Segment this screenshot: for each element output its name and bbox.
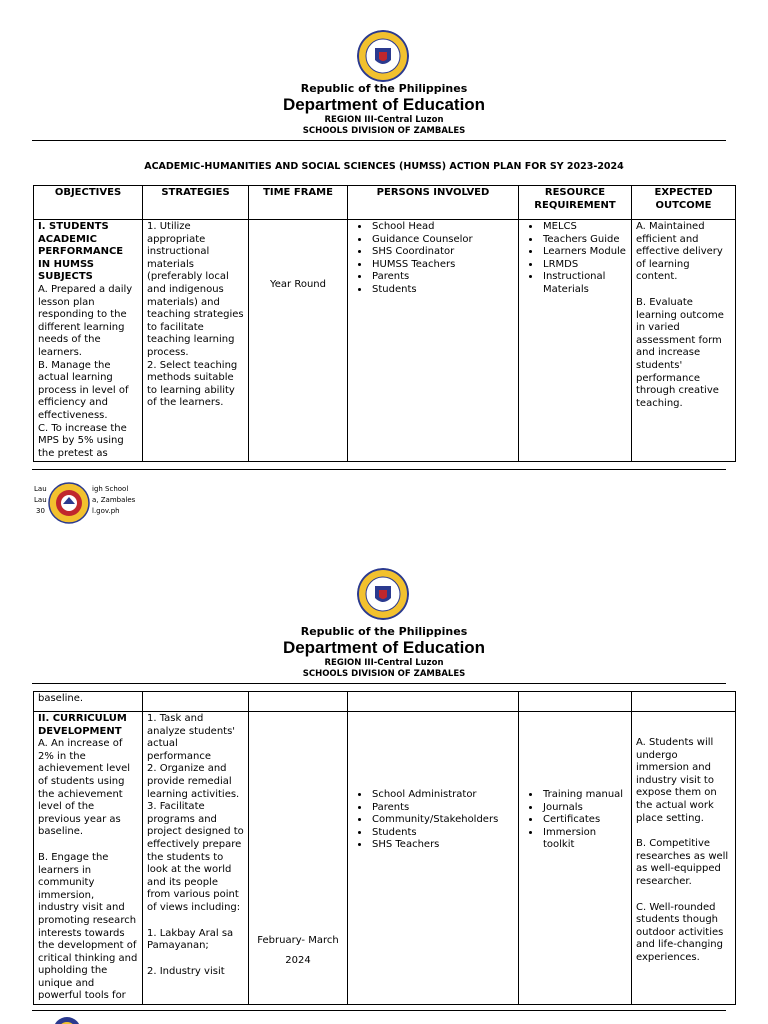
- list-item: • Guidance Counselor: [370, 234, 514, 247]
- outcome-cell: [632, 220, 736, 462]
- col-strategies: STRATEGIES: [143, 186, 249, 220]
- list-item: • Community/Stakeholders: [370, 814, 514, 827]
- deped-seal: [357, 568, 409, 620]
- objective-item: B. Manage the actual learning process in level of efficiency and effectiveness.: [38, 359, 129, 421]
- deped-seal: [357, 30, 409, 82]
- list-item: • Immersion toolkit: [541, 827, 627, 852]
- time-frame-text: [253, 931, 343, 971]
- persons-list: [352, 789, 514, 852]
- table-row: [34, 220, 736, 462]
- school-logo: [52, 1016, 82, 1024]
- header-divider: [32, 683, 726, 684]
- school-footer: [34, 482, 174, 522]
- section-heading: I. STUDENTS ACADEMIC PERFORMANCE IN HUMSS SUBJECTS: [38, 221, 124, 283]
- letterhead: [0, 82, 768, 137]
- list-item: • Instructional Materials: [541, 271, 627, 296]
- footer-text: l.gov.ph: [92, 507, 120, 515]
- list-item: • Teachers Guide: [541, 234, 627, 247]
- persons-list: [352, 221, 514, 297]
- footer-text: a, Zambales: [92, 496, 136, 504]
- plan-title: ACADEMIC-HUMANITIES AND SOCIAL SCIENCES (HUMSS) ACTION PLAN FOR SY 2023-2024: [144, 161, 624, 172]
- outcome-item: A. Students will undergo immersion and industry visit to expose them on the actual work place setting.: [636, 737, 717, 824]
- resources-list: [523, 789, 627, 852]
- action-plan-table: [33, 185, 736, 462]
- section-heading: II. CURRICULUM DEVELOPMENT: [38, 713, 127, 737]
- list-item: • Certificates: [541, 814, 627, 827]
- strategy-item: 2. Industry visit: [147, 965, 225, 977]
- list-item: • Students: [370, 827, 514, 840]
- list-item: • MELCS: [541, 221, 627, 234]
- table-row: [34, 692, 736, 712]
- outcome-item: C. Well-rounded students though outdoor activities and life-changing experiences.: [636, 901, 724, 963]
- strategies-cell: [143, 712, 249, 1005]
- list-item: • School Administrator: [370, 789, 514, 802]
- footer-text: igh School: [92, 485, 129, 493]
- time-frame-year: 2024: [285, 955, 311, 966]
- objectives-cell: [34, 712, 143, 1005]
- division-label: SCHOOLS DIVISION OF ZAMBALES: [302, 669, 466, 679]
- list-item: • Students: [370, 284, 514, 297]
- objective-item: B. Engage the learners in community immersion, industry visit and promoting research interests towards the development of critical thinking and upholding the unique and powerful tools for: [38, 851, 138, 1002]
- strategy-item: 1. Utilize appropriate instructional materials (preferably local and indigenous materials) and teaching strategies to facilitate teaching learning process.: [147, 221, 244, 358]
- objective-item: A. An increase of 2% in the achievement level of students using the achievement level of the previous year as baseline.: [38, 738, 131, 838]
- objective-item: C. To increase the MPS by 5% using the pretest as: [38, 422, 127, 459]
- list-item: • School Head: [370, 221, 514, 234]
- letterhead: [0, 625, 768, 680]
- region-label: REGION III-Central Luzon: [324, 115, 444, 125]
- republic-label: Republic of the Philippines: [300, 625, 468, 638]
- table-row: [34, 712, 736, 1005]
- department-title: Department of Education: [282, 638, 486, 657]
- time-frame-text: Year Round: [270, 279, 326, 290]
- footer-divider: [32, 469, 726, 470]
- list-item: • LRMDS: [541, 259, 627, 272]
- footer-divider: [32, 1010, 726, 1011]
- resources-cell: [519, 220, 632, 462]
- strategy-item: 3. Facilitate programs and project designed to effectively prepare the students to look at the world and its people from various point of views including:: [147, 801, 244, 913]
- list-item: • SHS Teachers: [370, 839, 514, 852]
- outcome-item: A. Maintained efficient and effective delivery of learning content.: [636, 221, 723, 283]
- list-item: • Learners Module: [541, 246, 627, 259]
- strategy-item: 2. Organize and provide remedial learning activities.: [147, 763, 240, 800]
- outcome-item: B. Evaluate learning outcome in varied assessment form and increase students' performance through creative teaching.: [636, 296, 724, 409]
- action-plan-table-continued: [33, 691, 736, 1005]
- col-time-frame: TIME FRAME: [249, 186, 348, 220]
- footer-text: Lau: [34, 485, 47, 493]
- footer-text: 30: [36, 507, 45, 515]
- region-label: REGION III-Central Luzon: [324, 658, 444, 668]
- list-item: • Training manual: [541, 789, 627, 802]
- outcome-item: B. Competitive researches as well as well-equipped researcher.: [636, 838, 729, 887]
- time-frame-months: February- March: [257, 935, 339, 946]
- strategy-item: 1. Task and analyze students' actual performance: [147, 713, 236, 762]
- list-item: • Parents: [370, 802, 514, 815]
- col-persons: PERSONS INVOLVED: [348, 186, 519, 220]
- division-label: SCHOOLS DIVISION OF ZAMBALES: [302, 126, 466, 136]
- outcome-cell: [632, 712, 736, 1005]
- strategy-item: 1. Lakbay Aral sa Pamayanan;: [147, 927, 234, 952]
- col-resources: RESOURCE REQUIREMENT: [519, 186, 632, 220]
- list-item: • Journals: [541, 802, 627, 815]
- school-logo: [48, 482, 90, 524]
- persons-cell: [348, 712, 519, 1005]
- footer-text: Lau: [34, 496, 47, 504]
- objectives-cell: baseline.: [34, 692, 143, 712]
- objective-item: A. Prepared a daily lesson plan responding to the different learning needs of the learners.: [38, 283, 133, 358]
- strategy-item: 2. Select teaching methods suitable to learning ability of the learners.: [147, 359, 238, 409]
- resources-list: [523, 221, 627, 297]
- list-item: • HUMSS Teachers: [370, 259, 514, 272]
- strategies-cell: [143, 220, 249, 462]
- header-divider: [32, 140, 726, 141]
- col-objectives: OBJECTIVES: [34, 186, 143, 220]
- department-title: Department of Education: [282, 95, 486, 114]
- list-item: • Parents: [370, 271, 514, 284]
- persons-cell: [348, 220, 519, 462]
- objectives-cell: [34, 220, 143, 462]
- table-header-row: [34, 186, 736, 220]
- time-frame-cell: [249, 220, 348, 462]
- col-outcome: EXPECTED OUTCOME: [632, 186, 736, 220]
- republic-label: Republic of the Philippines: [300, 82, 468, 95]
- time-frame-cell: [249, 712, 348, 1005]
- resources-cell: [519, 712, 632, 1005]
- list-item: • SHS Coordinator: [370, 246, 514, 259]
